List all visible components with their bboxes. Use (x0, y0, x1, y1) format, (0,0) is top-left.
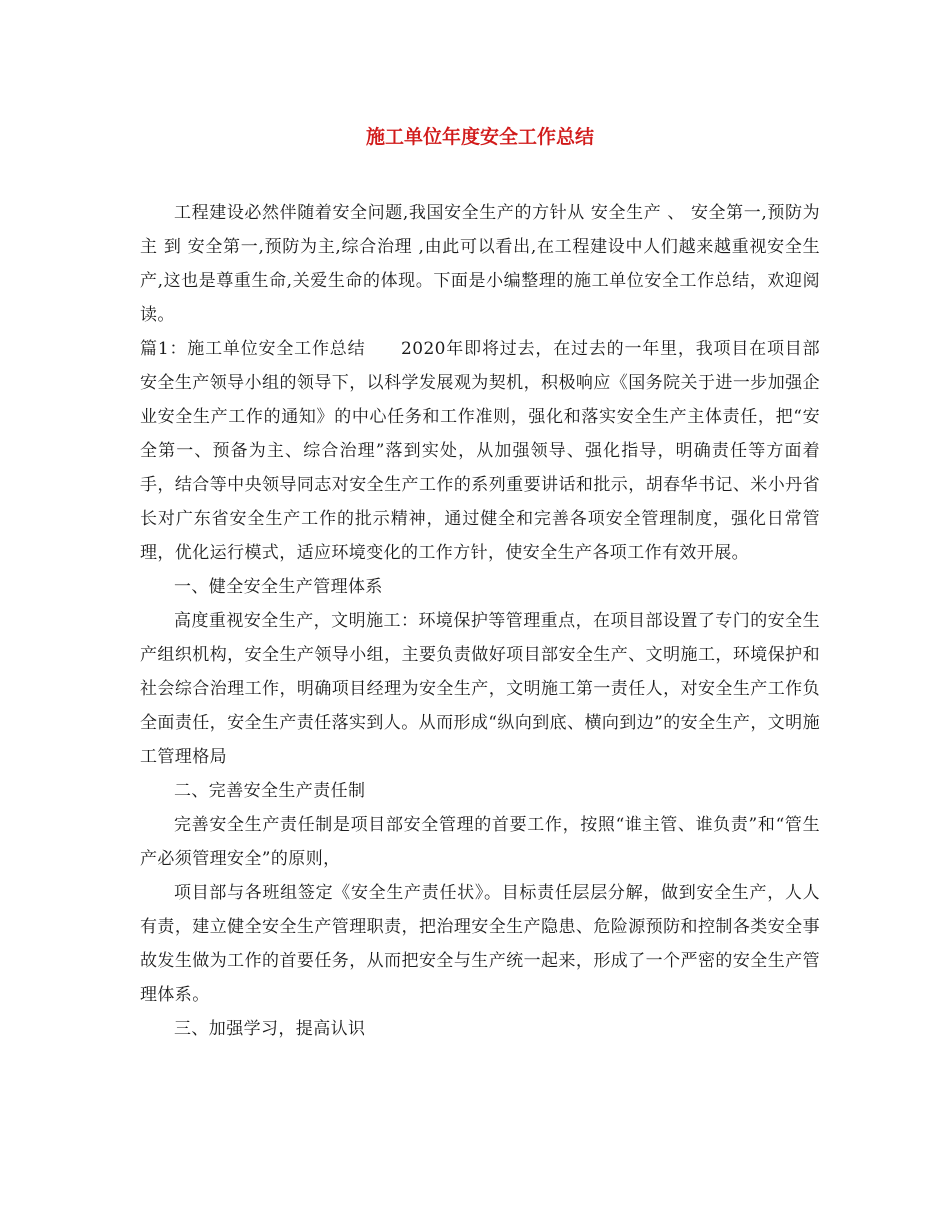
section-heading-1: 一、健全安全生产管理体系 (174, 577, 383, 597)
section-body-2a: 完善安全生产责任制是项目部安全管理的首要工作，按照“谁主管、谁负责”和“管生产必须管理安全”的原则， (140, 815, 820, 869)
article-opening-paragraph: 篇1：施工单位安全工作总结 2020年即将过去，在过去的一年里，我项目在项目部安全生产领导小组的领导下，以科学发展观为契机，积极响应《国务院关于进一步加强企业安全生产工作的通知》的中心任务和工作准则，强化和落实安全生产主体责任，把“安全第一、预备为主、综合治理”落到实处，从加强领导、强化指导，明确责任等方面着手，结合等中央领导同志对安全生产工作的系列重要讲话和批示，胡春华书记、米小丹省长对广东省安全生产工作的批示精神，通过健全和完善各项安全管理制度，强化日常管理，优化运行模式，适应环境变化的工作方针，使安全生产各项工作有效开展。 (140, 339, 820, 563)
document-title: 施工单位年度安全工作总结 (365, 126, 594, 148)
document-page (140, 120, 820, 1046)
section-heading-3: 三、加强学习，提高认识 (174, 1019, 366, 1039)
section-heading-2: 二、完善安全生产责任制 (174, 781, 366, 801)
section-body-2b: 项目部与各班组签定《安全生产责任状》。目标责任层层分解，做到安全生产，人人有责，建立健全安全生产管理职责，把治理安全生产隐患、危险源预防和控制各类安全事故发生做为工作的首要任务，从而把安全与生产统一起来，形成了一个严密的安全生产管理体系。 (140, 883, 820, 1005)
intro-paragraph: 工程建设必然伴随着安全问题,我国安全生产的方针从 安全生产 、 安全第一,预防为主 到 安全第一,预防为主,综合治理 ,由此可以看出,在工程建设中人们越来越重视安全生产,这也是尊重生命,关爱生命的体现。下面是小编整理的施工单位安全工作总结，欢迎阅读。 (140, 203, 820, 325)
section-body-1: 高度重视安全生产，文明施工：环境保护等管理重点，在项目部设置了专门的安全生产组织机构，安全生产领导小组，主要负责做好项目部安全生产、文明施工，环境保护和社会综合治理工作，明确项目经理为安全生产，文明施工第一责任人，对安全生产工作负全面责任，安全生产责任落实到人。从而形成“纵向到底、横向到边”的安全生产，文明施工管理格局 (140, 611, 820, 767)
